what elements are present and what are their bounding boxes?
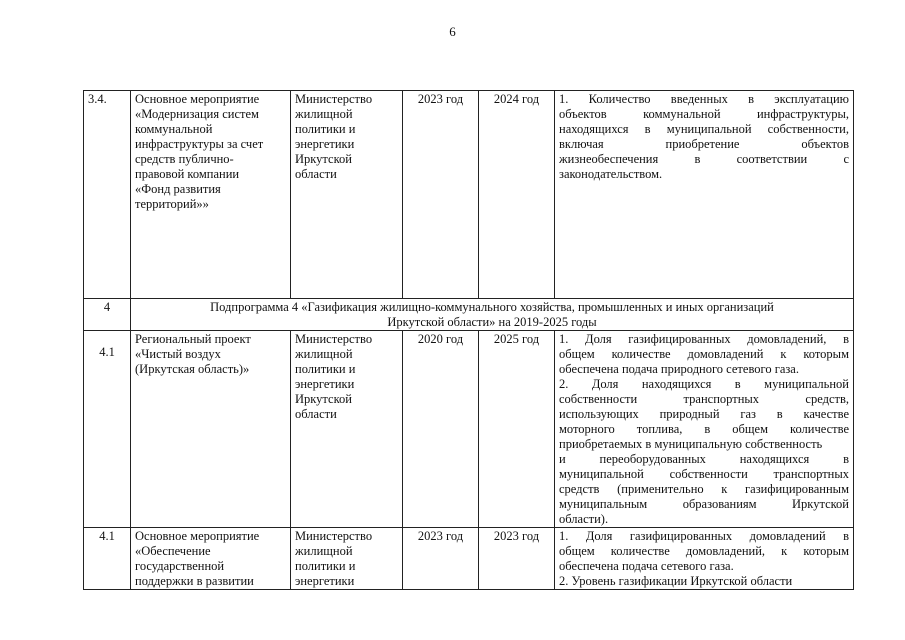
event-cell: Основное мероприятие «Обеспечение государственной поддержки в развитии [131,528,291,590]
row-number: 4 [84,299,131,331]
table-row [84,91,854,299]
executor-cell: Министерство жилищной политики и энергетики Иркутской области [291,91,403,299]
subprogram-title: Подпрограмма 4 «Газификация жилищно-коммунального хозяйства, промышленных и иных организаций Иркутской области» на 2019-2025 годы [131,299,854,331]
subprogram-row [84,299,854,331]
executor-cell: Министерство жилищной политики и энергетики Иркутской области [291,331,403,528]
end-year: 2023 год [479,528,555,590]
end-year: 2025 год [479,331,555,528]
page-number: 6 [449,24,456,39]
start-year: 2020 год [403,331,479,528]
event-cell: Региональный проект «Чистый воздух (Иркутская область)» [131,331,291,528]
row-number: 4.1 [84,528,131,590]
table-row [84,528,854,590]
executor-cell: Министерство жилищной политики и энергетики [291,528,403,590]
indicator-cell: 1. Доля газифицированных домовладений, в общем количестве домовладений к которым обеспечена подача природного сетевого газа. 2. Доля находящихся в муниципальной собственности транспортных средств, использующих природный газ в качестве моторного топлива, в общем количестве приобретаемых в муниципальную собственность и переоборудованных находящихся в муниципальной собственности транспортных средств (применительно к газифицированным муниципальным образованиям Иркутской области). [555,331,854,528]
indicator-cell: 1. Количество введенных в эксплуатацию объектов коммунальной инфраструктуры, находящихся в муниципальной собственности, включая приобретение объектов жизнеобеспечения в соответствии с законодательством. [555,91,854,299]
program-table [83,90,854,590]
row-number: 3.4. [84,91,131,299]
start-year: 2023 год [403,91,479,299]
row-number: 4.1 [84,331,131,528]
event-cell: Основное мероприятие «Модернизация систем коммунальной инфраструктуры за счет средств публично- правовой компании «Фонд развития территорий»» [131,91,291,299]
indicator-cell: 1. Доля газифицированных домовладений в общем количестве домовладений, к которым обеспечена подача сетевого газа. 2. Уровень газификации Иркутской области [555,528,854,590]
table-row [84,331,854,528]
end-year: 2024 год [479,91,555,299]
start-year: 2023 год [403,528,479,590]
